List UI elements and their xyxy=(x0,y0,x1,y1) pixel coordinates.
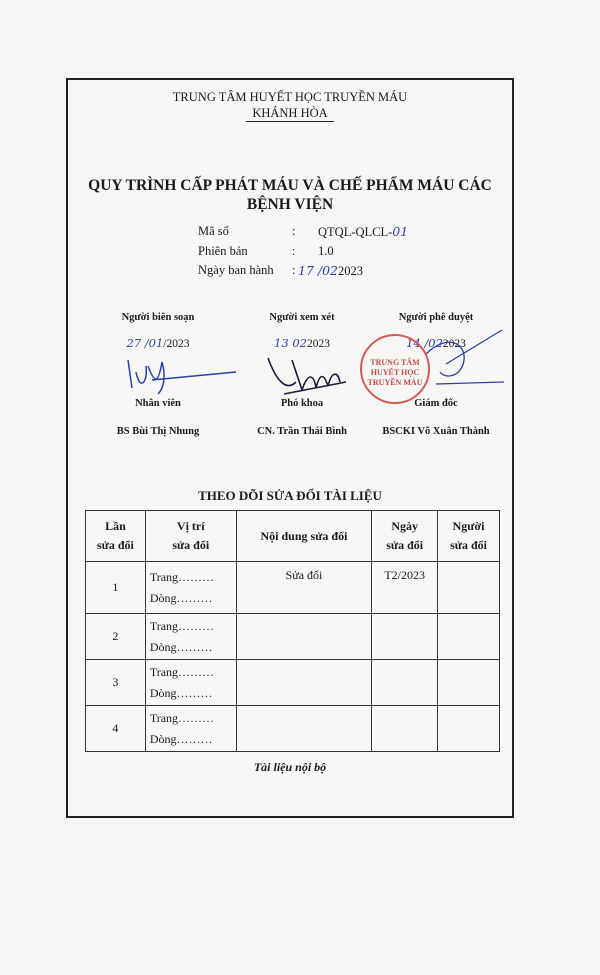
cell-person xyxy=(438,706,500,752)
cell-no: 3 xyxy=(86,660,146,706)
seal-line-3: TRUYỀN MÁU xyxy=(367,378,423,387)
revision-table xyxy=(85,510,500,752)
table-row xyxy=(86,614,500,660)
document-frame xyxy=(66,78,514,818)
signature-position: Phó khoa xyxy=(280,398,324,409)
cell-content xyxy=(236,614,372,660)
header-revision-no xyxy=(86,511,146,562)
cell-person xyxy=(438,660,500,706)
organization-name: TRUNG TÂM HUYẾT HỌC TRUYỀN MÁU xyxy=(172,90,408,104)
cell-position xyxy=(145,660,236,706)
organization-location xyxy=(68,106,512,121)
cell-page: Trang……… xyxy=(149,618,215,633)
header-position xyxy=(145,511,236,562)
signature-position: Giám đốc xyxy=(414,398,458,409)
cell-page: Trang……… xyxy=(149,569,215,584)
header-text: Vị trí xyxy=(176,519,205,533)
date-handwritten: 14 /02 xyxy=(406,336,443,350)
seal-line-2: HUYẾT HỌC xyxy=(370,368,420,377)
header-text: sửa đổi xyxy=(172,538,210,552)
header-text: sửa đổi xyxy=(450,538,487,552)
cell-position xyxy=(145,614,236,660)
cell-date xyxy=(372,706,438,752)
cell-no: 2 xyxy=(86,614,146,660)
issue-handwritten: 17 /02 xyxy=(298,263,338,278)
code-handwritten: 01 xyxy=(392,224,409,239)
cell-page: Trang……… xyxy=(149,664,215,679)
handwritten-signature-icon xyxy=(262,352,362,396)
cell-no: 4 xyxy=(86,706,146,752)
issue-year: 2023 xyxy=(338,264,363,278)
cell-page: Trang……… xyxy=(149,710,215,725)
cell-person xyxy=(438,562,500,614)
signature-position: Nhân viên xyxy=(135,398,181,409)
title-line-1: QUY TRÌNH CẤP PHÁT MÁU VÀ CHẾ PHẨM MÁU CÁC xyxy=(88,177,492,194)
signature-date xyxy=(88,336,228,350)
cell-line: Dòng……… xyxy=(149,685,213,700)
cell-date xyxy=(372,660,438,706)
date-handwritten: 27 /01 xyxy=(126,336,164,350)
cell-line: Dòng……… xyxy=(149,590,213,605)
cell-content xyxy=(236,706,372,752)
signature-name: BS Bùi Thị Nhung xyxy=(116,426,200,437)
header-text: Người xyxy=(452,519,485,533)
signature-role: Người biên soạn xyxy=(121,312,195,323)
organization-location-text: KHÁNH HÒA xyxy=(246,106,333,122)
code-label: Mã số xyxy=(198,224,229,238)
signature-name: BSCKI Võ Xuân Thành xyxy=(382,426,490,437)
code-value xyxy=(318,224,408,240)
table-row xyxy=(86,706,500,752)
code-prefix: QTQL-QLCL- xyxy=(318,225,393,239)
seal-line-1: TRUNG TÂM xyxy=(370,358,420,367)
document-title xyxy=(78,176,502,214)
colon: : xyxy=(292,244,296,258)
header-text: Lần xyxy=(105,519,126,533)
cell-person xyxy=(438,614,500,660)
title-line-2: BỆNH VIỆN xyxy=(246,196,334,213)
header-text: sửa đổi xyxy=(96,538,134,552)
cell-content xyxy=(236,660,372,706)
issue-value xyxy=(298,263,363,279)
table-row xyxy=(86,562,500,614)
date-year: 2023 xyxy=(306,338,330,350)
cell-line: Dòng……… xyxy=(149,639,213,654)
header-date xyxy=(372,511,438,562)
footer-note: Tài liệu nội bộ xyxy=(253,760,327,774)
signature-role: Người xem xét xyxy=(269,312,335,323)
table-row xyxy=(86,660,500,706)
handwritten-signature-icon xyxy=(118,352,238,396)
colon: : xyxy=(292,224,296,238)
date-year: /2023 xyxy=(163,338,190,350)
signature-role: Người phê duyệt xyxy=(398,312,474,323)
header-text: sửa đổi xyxy=(386,538,424,552)
cell-position xyxy=(145,562,236,614)
header-text: Ngày xyxy=(391,519,418,533)
table-header-row xyxy=(86,511,500,562)
cell-line: Dòng……… xyxy=(149,731,213,746)
cell-content: Sửa đổi xyxy=(236,562,372,614)
revision-section-title: THEO DÕI SỬA ĐỔI TÀI LIỆU xyxy=(198,488,382,503)
version-value: 1.0 xyxy=(318,244,334,258)
cell-position xyxy=(145,706,236,752)
issue-label: Ngày ban hành xyxy=(198,263,274,277)
cell-date xyxy=(372,614,438,660)
header-content: Nội dung sửa đổi xyxy=(236,511,372,562)
date-year: 2023 xyxy=(442,338,466,350)
signature-date xyxy=(232,336,372,350)
colon: : xyxy=(292,263,296,277)
signature-name: CN. Trần Thái Bình xyxy=(257,426,347,437)
date-handwritten: 13 02 xyxy=(274,336,307,350)
cell-date: T2/2023 xyxy=(372,562,438,614)
official-seal-icon xyxy=(360,334,430,404)
cell-no: 1 xyxy=(86,562,146,614)
header-person xyxy=(438,511,500,562)
version-label: Phiên bản xyxy=(198,244,248,258)
